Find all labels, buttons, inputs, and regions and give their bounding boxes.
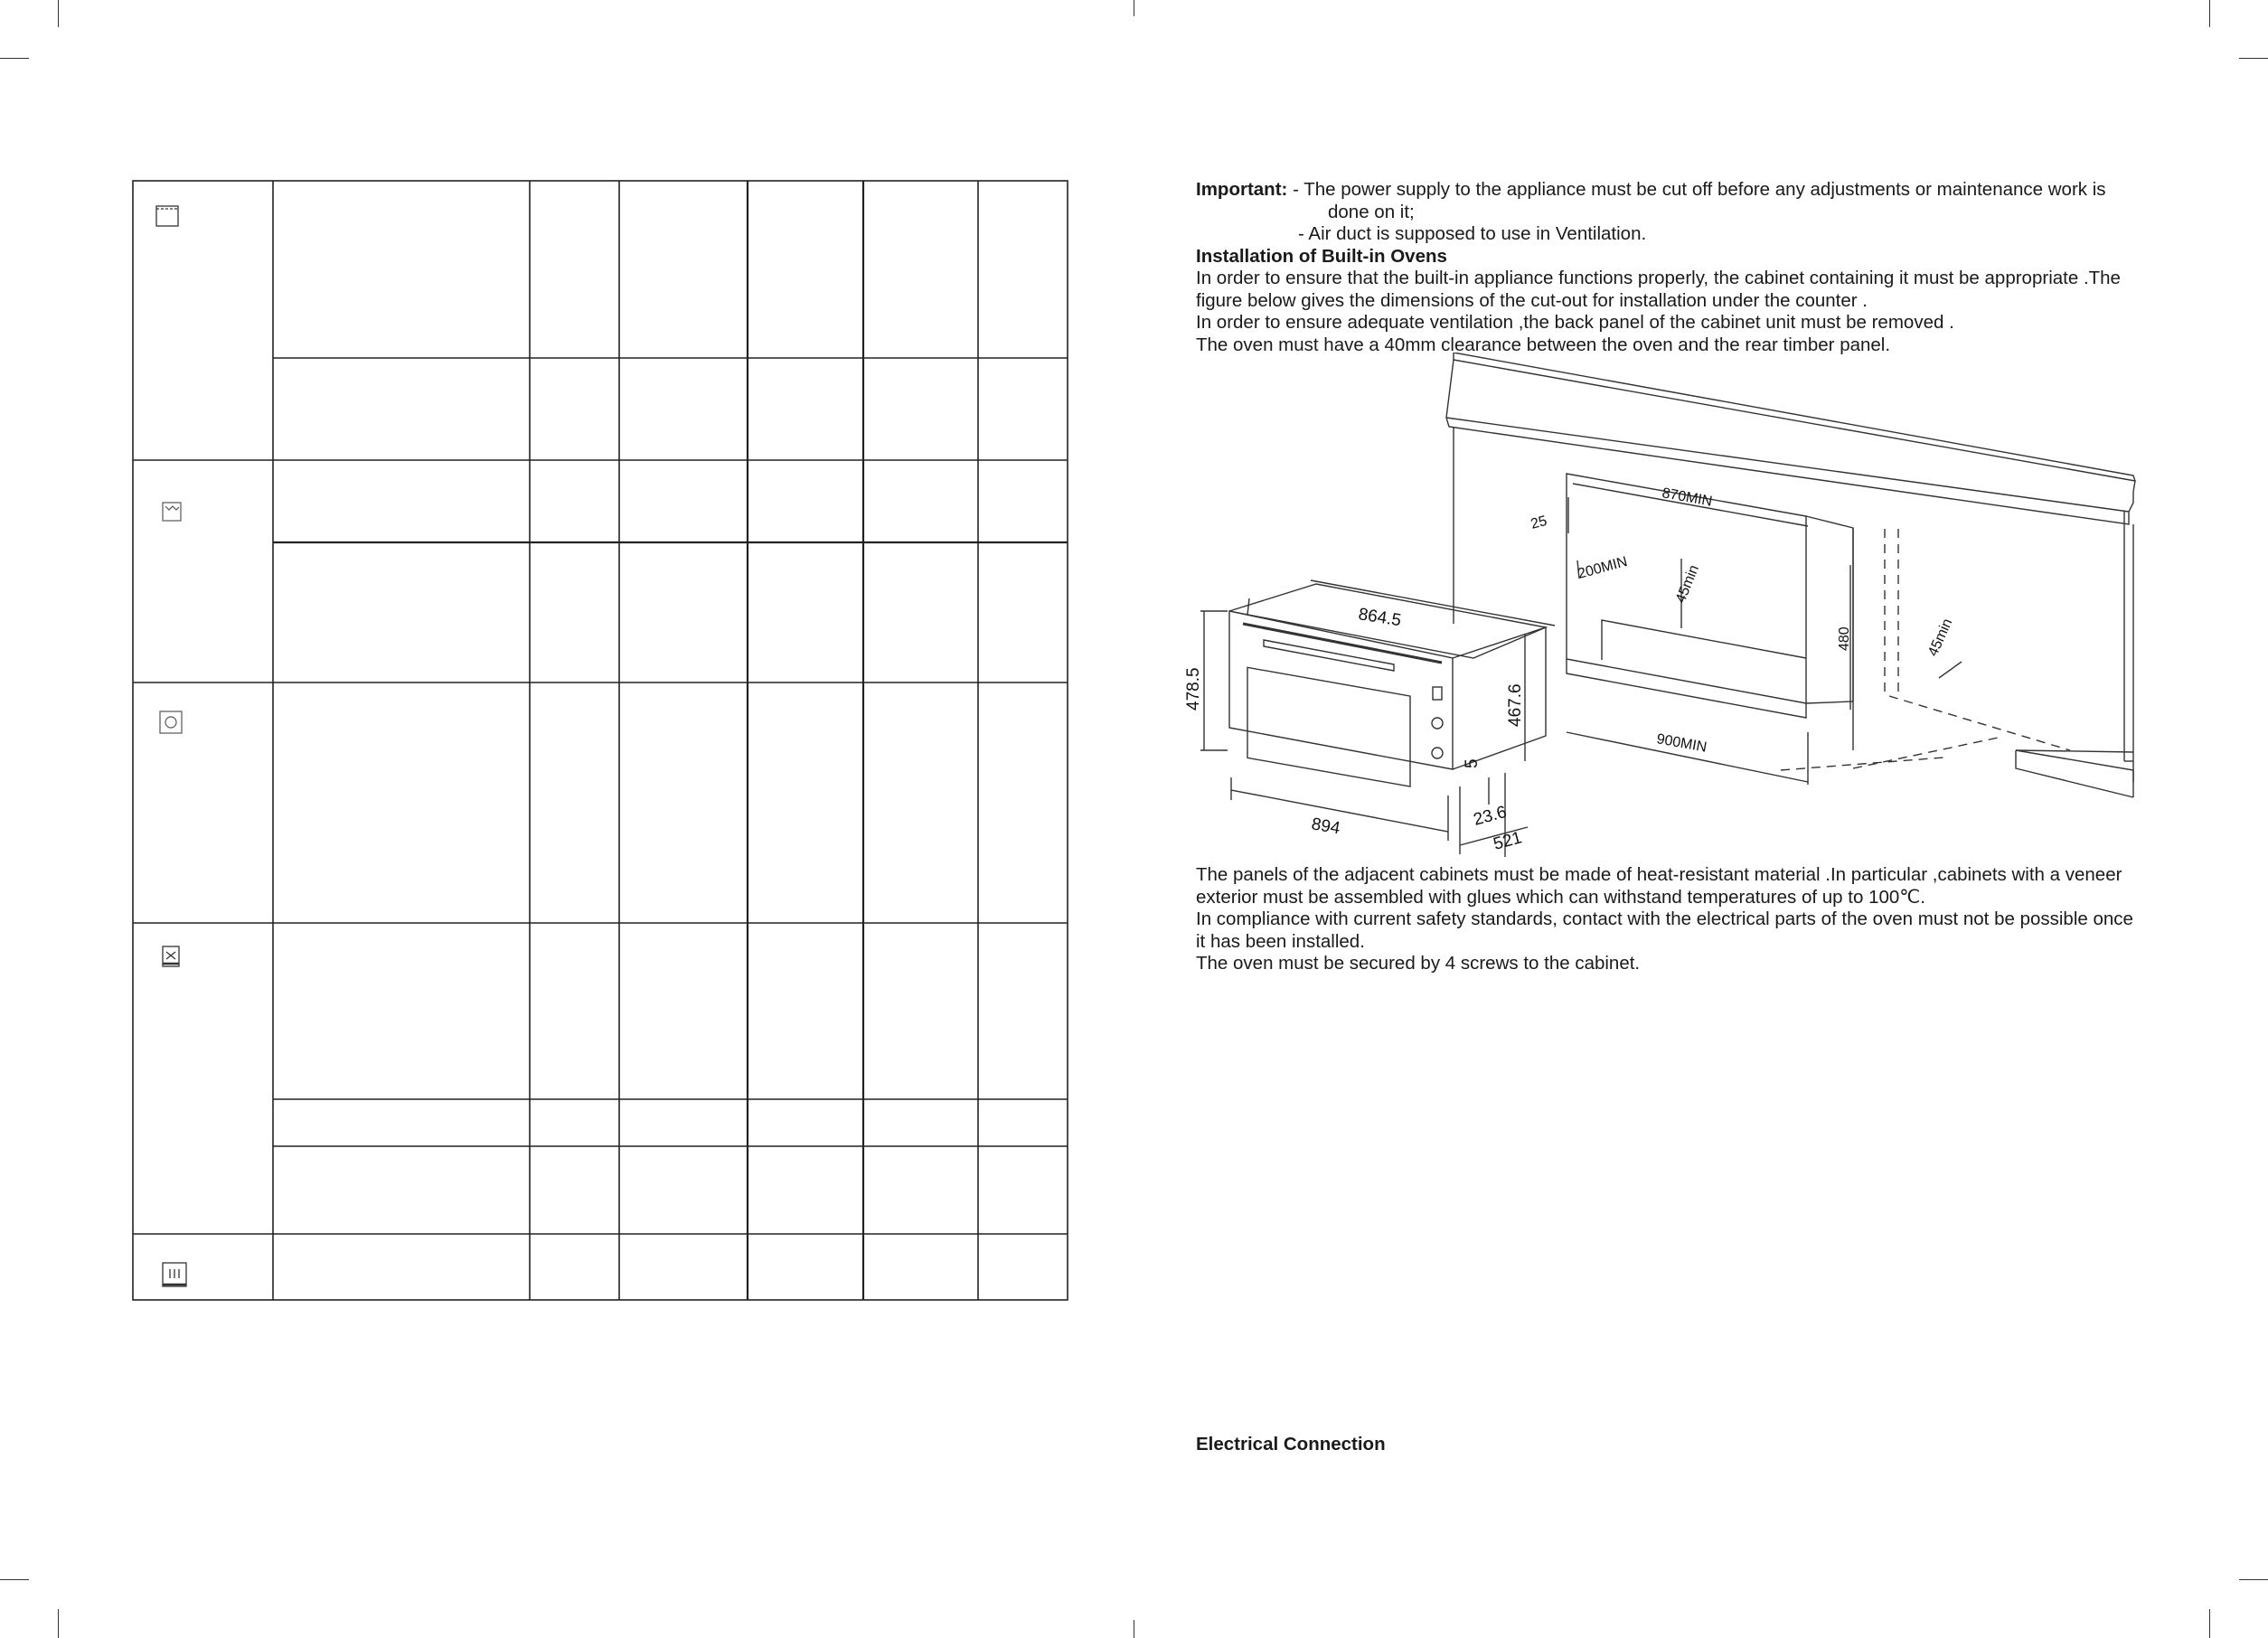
installation-diagram bbox=[1184, 353, 2142, 859]
dim-label: 521 bbox=[1491, 828, 1524, 854]
dim-label: 894 bbox=[1310, 814, 1341, 839]
oven-display bbox=[1433, 687, 1442, 700]
oven-knob bbox=[1432, 718, 1443, 729]
important-line-1: - The power supply to the appliance must be cut off before any adjustments or maintenance work is bbox=[1293, 179, 2106, 200]
oven-door-handle bbox=[1264, 640, 1394, 671]
oven-front bbox=[1229, 611, 1453, 769]
bottom-heat-icon bbox=[163, 946, 179, 966]
oven-knob bbox=[1432, 748, 1443, 758]
important-notice bbox=[1196, 179, 2149, 356]
para-3: The oven must have a 40mm clearance between the oven and the rear timber panel. bbox=[1196, 334, 1891, 355]
section-heading-electrical: Electrical Connection bbox=[1196, 1434, 1386, 1454]
dim-label: 870MIN bbox=[1661, 485, 1714, 510]
dim-label: 200MIN bbox=[1576, 553, 1630, 582]
important-label: Important: bbox=[1196, 179, 1288, 200]
oven-window bbox=[1247, 667, 1410, 786]
crop-mark bbox=[2209, 1609, 2210, 1638]
countertop bbox=[1446, 360, 2135, 524]
dim-label: 478.5 bbox=[1184, 667, 1203, 711]
para-6: The oven must be secured by 4 screws to the cabinet. bbox=[1196, 953, 1641, 974]
dim-label: 25 bbox=[1529, 513, 1549, 532]
crop-mark bbox=[2239, 1579, 2268, 1580]
section-heading-installation: Installation of Built-in Ovens bbox=[1196, 245, 1447, 267]
fan-icon bbox=[160, 711, 182, 733]
para-4-line-2: exterior must be assembled with glues which can withstand temperatures of up to 100℃. bbox=[1196, 886, 1925, 908]
dim-label: 45min bbox=[1672, 562, 1703, 606]
para-4-line-1: The panels of the adjacent cabinets must be made of heat-resistant material .In particular ,cabinets with a veneer bbox=[1196, 864, 2122, 885]
important-line-1b: done on it; bbox=[1328, 201, 1415, 222]
dim-label: 23.6 bbox=[1471, 802, 1510, 830]
safety-paragraphs bbox=[1196, 864, 2149, 975]
dim-label: 864.5 bbox=[1357, 605, 1403, 631]
para-2: In order to ensure adequate ventilation ,the back panel of the cabinet unit must be removed . bbox=[1196, 312, 1954, 333]
para-5-line-2: it has been installed. bbox=[1196, 930, 1365, 952]
crop-mark bbox=[2209, 0, 2210, 27]
dim-label: 5 bbox=[1463, 758, 1482, 768]
crop-mark bbox=[58, 1609, 59, 1638]
para-1-line-2: figure below gives the dimensions of the cut-out for installation under the counter . bbox=[1196, 289, 1868, 311]
top-bottom-heat-icon bbox=[156, 206, 178, 226]
crop-mark bbox=[2239, 58, 2268, 59]
grill-icon bbox=[163, 503, 181, 521]
para-1-line-1: In order to ensure that the built-in appliance functions properly, the cabinet containing it must be appropriate .The bbox=[1196, 268, 2121, 288]
dim-label: 900MIN bbox=[1655, 731, 1708, 756]
important-line-2: - Air duct is supposed to use in Ventilation. bbox=[1298, 223, 1647, 244]
dim-label: 467.6 bbox=[1506, 683, 1525, 727]
crop-mark bbox=[0, 1579, 29, 1580]
defrost-icon bbox=[163, 1263, 186, 1286]
dim-label: 480 bbox=[1837, 626, 1852, 651]
para-5-line-1: In compliance with current safety standards, contact with the electrical parts of the oven must not be possible once bbox=[1196, 908, 2133, 929]
cooking-table bbox=[0, 0, 1085, 1320]
dim-label: 45min bbox=[1925, 616, 1956, 659]
